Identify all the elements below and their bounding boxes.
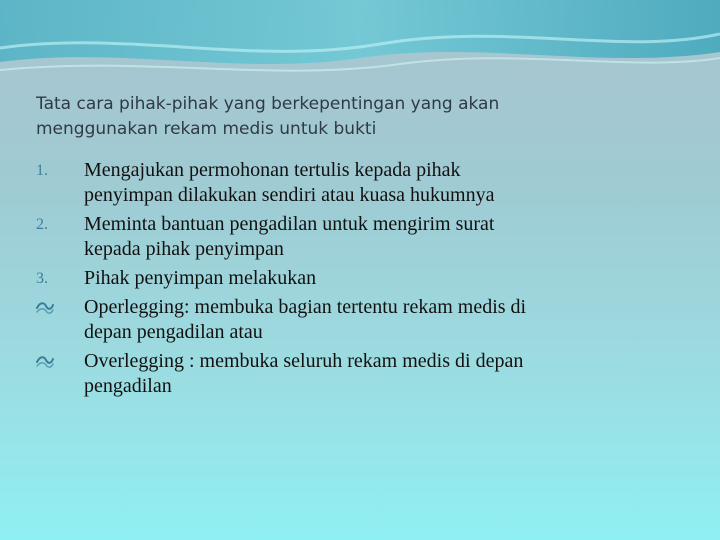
list-item-5: [36, 349, 676, 399]
list-item-2-line-1: Meminta bantuan pengadilan untuk mengirim surat: [84, 213, 495, 235]
list-item-3-line-1: Pihak penyimpan melakukan: [84, 267, 317, 289]
list-item-4-line-1: Operlegging: membuka bagian tertentu rekam medis di: [84, 296, 527, 318]
list-item-4-line-2: depan pengadilan atau: [84, 321, 263, 343]
wave-bullet-icon: [36, 300, 54, 316]
list-item-4: [36, 295, 676, 345]
slide-title-line-1: Tata cara pihak-pihak yang berkepentingan yang akan: [36, 94, 500, 114]
list-item-1-line-1: Mengajukan permohonan tertulis kepada pihak: [84, 159, 461, 181]
list-item-1-line-2: penyimpan dilakukan sendiri atau kuasa hukumnya: [84, 184, 495, 206]
list-item-5-line-2: pengadilan: [84, 375, 172, 397]
decorative-wave-band: [0, 0, 720, 90]
list-marker-3: 3.: [36, 270, 48, 287]
list-item-3: [36, 266, 676, 291]
list-item-5-line-1: Overlegging : membuka seluruh rekam medis di depan: [84, 350, 524, 372]
list-item-1: [36, 158, 676, 208]
procedure-list: [36, 158, 676, 403]
slide-title: [36, 92, 676, 142]
list-item-2: [36, 212, 676, 262]
wave-bullet-icon: [36, 354, 54, 370]
list-item-2-line-2: kepada pihak penyimpan: [84, 238, 284, 260]
list-marker-1: 1.: [36, 162, 48, 179]
slide-title-line-2: menggunakan rekam medis untuk bukti: [36, 119, 377, 139]
list-marker-2: 2.: [36, 216, 48, 233]
